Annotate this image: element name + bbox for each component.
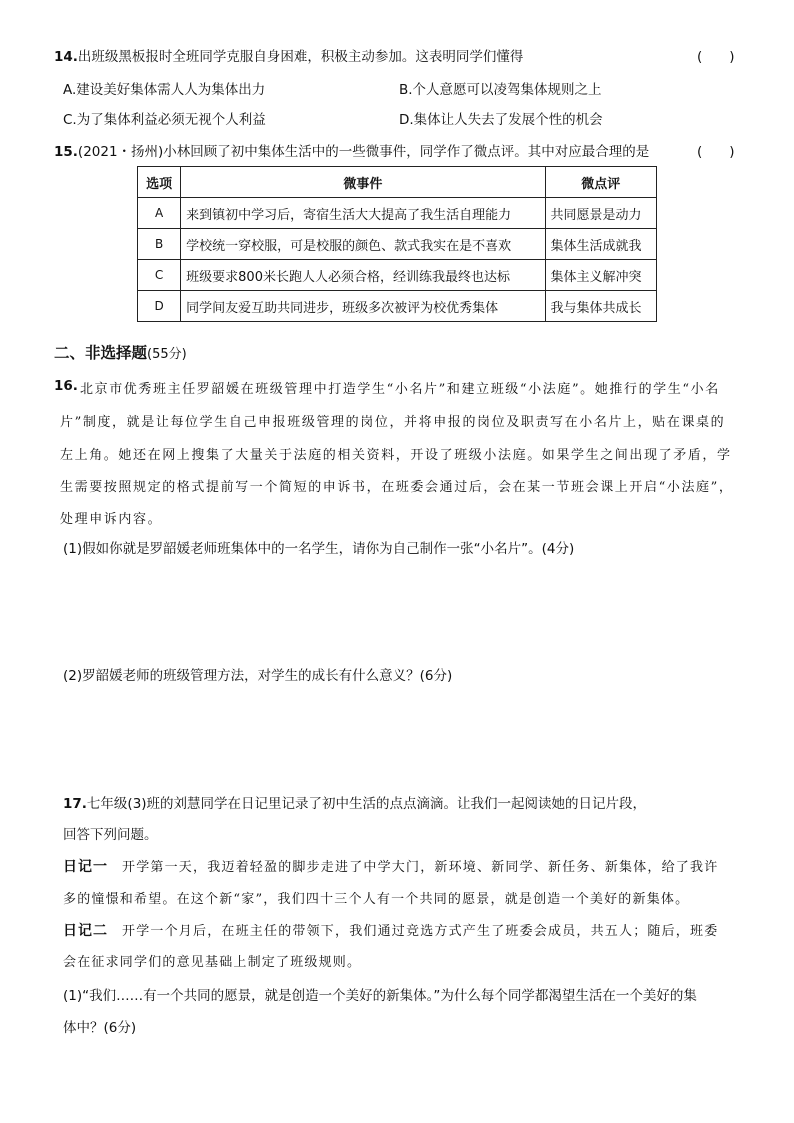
section-title: 二、非选择题 bbox=[54, 344, 148, 362]
row-option: C bbox=[138, 260, 181, 291]
row-comment: 集体主义解冲突 bbox=[545, 260, 656, 291]
q16-paragraph-line: 片”制度，就是让每位学生自己申报班级管理的岗位，并将申报的岗位及职责写在小名片上，贴在课桌的 bbox=[60, 415, 726, 430]
q14-number: 14. bbox=[54, 49, 78, 65]
row-comment: 共同愿景是动力 bbox=[545, 198, 656, 229]
q15-stem: (2021・扬州)小林回顾了初中集体生活中的一些微事件，同学作了微点评。其中对应最合理的是 bbox=[77, 144, 650, 160]
q15-events-table bbox=[137, 166, 657, 322]
q16-paragraph-line: 生需要按照规定的格式提前写一个简短的申诉书，在班委会通过后，会在某一节班会课上开启“小法庭”， bbox=[60, 480, 734, 495]
row-option: B bbox=[138, 229, 181, 260]
diary1-label: 日记一 bbox=[63, 859, 108, 875]
diary2-label: 日记二 bbox=[63, 923, 108, 939]
q16-number: 16. bbox=[54, 378, 78, 394]
q14-option-b[interactable]: B.个人意愿可以凌驾集体规则之上 bbox=[399, 82, 602, 98]
row-event: 班级要求800米长跑人人必须合格，经训练我最终也达标 bbox=[181, 260, 545, 291]
row-event: 学校统一穿校服，可是校服的颜色、款式我实在是不喜欢 bbox=[181, 229, 545, 260]
q16-sub1: (1)假如你就是罗韶媛老师班集体中的一名学生，请你为自己制作一张“小名片”。(4分) bbox=[63, 541, 575, 557]
q16-sub2: (2)罗韶媛老师的班级管理方法，对学生的成长有什么意义？(6分) bbox=[63, 668, 453, 684]
diary2-line2: 会在征求同学们的意见基础上制定了班级规则。 bbox=[63, 955, 362, 970]
diary1-text: 开学第一天，我迈着轻盈的脚步走进了中学大门，新环境、新同学、新任务、新集体，给了我许 bbox=[122, 860, 719, 875]
q14-stem-line bbox=[54, 45, 523, 65]
diary1-line bbox=[63, 856, 718, 876]
q14-option-d[interactable]: D.集体让人失去了发展个性的机会 bbox=[399, 112, 603, 128]
q17-sub1: (1)“我们……有一个共同的愿景，就是创造一个美好的新集体。”为什么每个同学都渴望生活在一个美好的集 bbox=[63, 988, 697, 1004]
header-event: 微事件 bbox=[181, 167, 545, 198]
diary2-line bbox=[63, 920, 718, 940]
q16-paragraph-line: 处理申诉内容。 bbox=[60, 512, 163, 527]
q14-answer-paren[interactable]: ( ) bbox=[697, 49, 735, 65]
diary2-text: 开学一个月后，在班主任的带领下，我们通过竞选方式产生了班委会成员，共五人；随后，班委 bbox=[122, 924, 719, 939]
table-row bbox=[138, 291, 657, 322]
q14-option-a[interactable]: A.建设美好集体需人人为集体出力 bbox=[63, 82, 266, 98]
row-option: A bbox=[138, 198, 181, 229]
header-option: 选项 bbox=[138, 167, 181, 198]
row-event: 来到镇初中学习后，寄宿生活大大提高了我生活自理能力 bbox=[181, 198, 545, 229]
q17-stem-line2: 回答下列问题。 bbox=[63, 827, 158, 843]
q17-sub1-line2: 体中？(6分) bbox=[63, 1020, 137, 1036]
row-comment: 我与集体共成长 bbox=[545, 291, 656, 322]
q17-stem: 七年级(3)班的刘慧同学在日记里记录了初中生活的点点滴滴。让我们一起阅读她的日记片段， bbox=[86, 796, 647, 812]
section-heading bbox=[54, 341, 187, 363]
q17-stem-line bbox=[63, 792, 646, 812]
q15-stem-line bbox=[54, 140, 649, 160]
row-comment: 集体生活成就我 bbox=[545, 229, 656, 260]
table-header-row bbox=[138, 167, 657, 198]
q14-stem: 出班级黑板报时全班同学克服自身困难，积极主动参加。这表明同学们懂得 bbox=[77, 49, 524, 65]
row-event: 同学间友爱互助共同进步，班级多次被评为校优秀集体 bbox=[181, 291, 545, 322]
header-comment: 微点评 bbox=[545, 167, 656, 198]
row-option: D bbox=[138, 291, 181, 322]
q16-paragraph-line: 北京市优秀班主任罗韶媛在班级管理中打造学生“小名片”和建立班级“小法庭”。她推行的学生“小名 bbox=[80, 382, 720, 397]
table-row bbox=[138, 198, 657, 229]
diary1-line2: 多的憧憬和希望。在这个新“家”，我们四十三个人有一个共同的愿景，就是创造一个美好的新集体。 bbox=[63, 892, 690, 907]
table-row bbox=[138, 229, 657, 260]
q15-number: 15. bbox=[54, 144, 78, 160]
q16-paragraph-line: 左上角。她还在网上搜集了大量关于法庭的相关资料，开设了班级小法庭。如果学生之间出现了矛盾，学 bbox=[60, 448, 732, 463]
table-row bbox=[138, 260, 657, 291]
section-score: (55分) bbox=[147, 347, 187, 362]
q17-number: 17. bbox=[63, 796, 87, 812]
q14-option-c[interactable]: C.为了集体利益必须无视个人利益 bbox=[63, 112, 266, 128]
q15-answer-paren[interactable]: ( ) bbox=[697, 144, 735, 160]
